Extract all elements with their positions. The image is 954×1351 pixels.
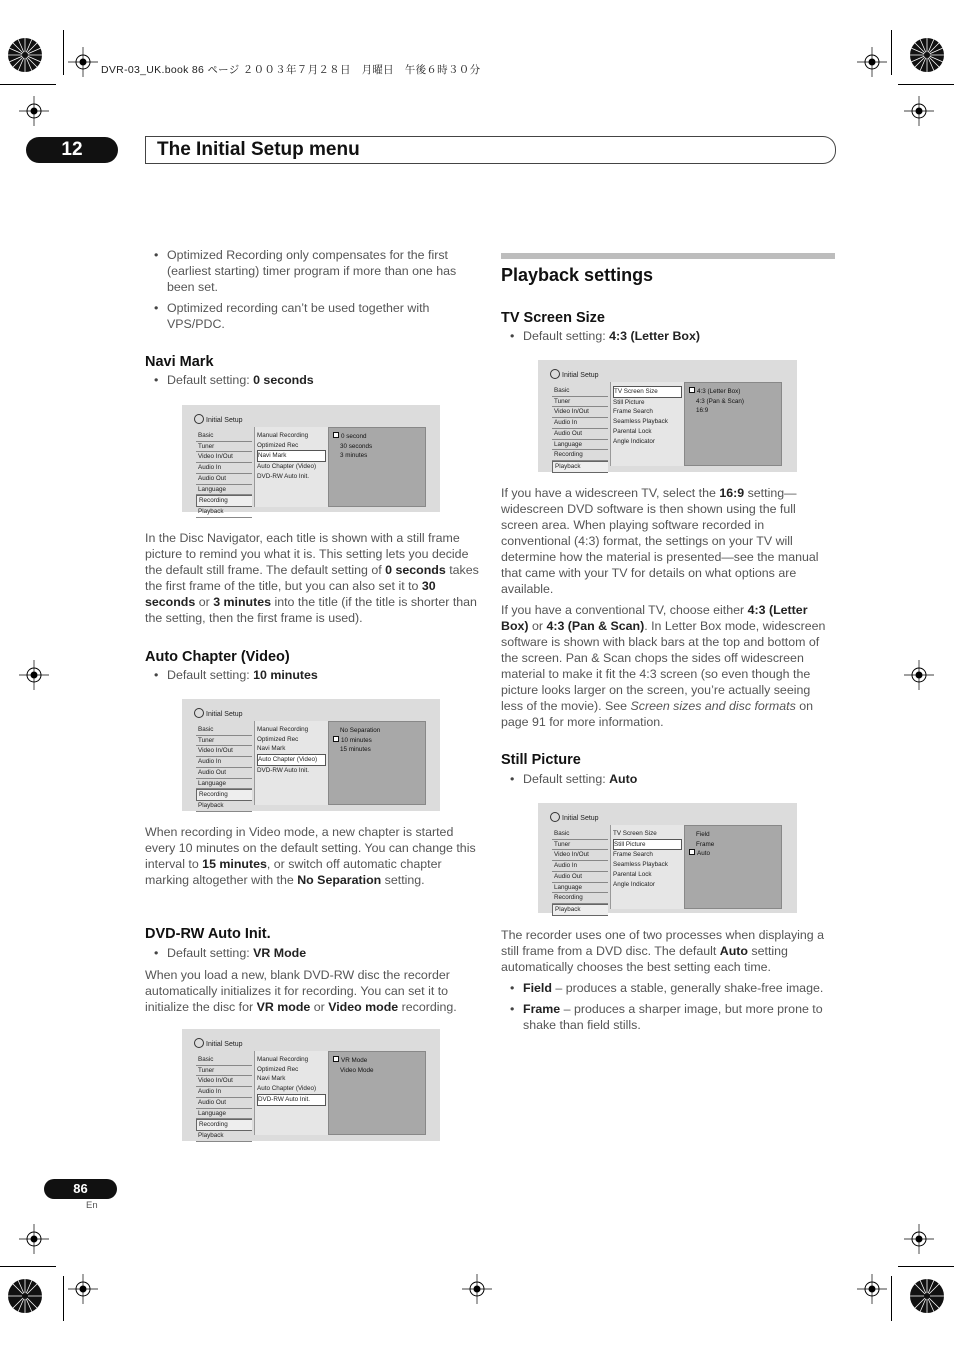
option[interactable]: 3 minutes [340, 452, 368, 460]
disc-icon [194, 1038, 204, 1048]
panel-title [194, 1038, 243, 1048]
text: setting automatically chooses the best setting each time. [501, 944, 788, 974]
registration-mark-top [68, 47, 98, 77]
auto-chapter-default [145, 667, 481, 688]
disc-icon [194, 708, 204, 718]
submenu-item[interactable]: TV Screen Size [613, 830, 657, 837]
heading-auto-chapter: Auto Chapter (Video) [145, 649, 290, 665]
option-selected[interactable] [689, 849, 777, 859]
checkbox-icon [333, 432, 339, 438]
registration-mark-bottom-left [68, 1274, 98, 1304]
chapter-title: The Initial Setup menu [157, 139, 360, 160]
bold-text: 3 minutes [213, 595, 272, 609]
setup-menu [196, 1055, 252, 1142]
menu-item[interactable]: Playback [196, 507, 252, 518]
bold-text: 4:3 (Letter Box) [501, 603, 808, 633]
disc-icon [550, 369, 560, 379]
setup-menu [196, 431, 252, 518]
default-label: Default setting: [167, 668, 254, 682]
tv-screen-default [501, 328, 835, 349]
heading-still-picture: Still Picture [501, 752, 581, 768]
submenu-item-selected[interactable]: TV Screen Size [613, 386, 682, 398]
submenu-item[interactable]: Manual Recording [257, 432, 309, 439]
menu-item[interactable]: Basic [196, 431, 252, 442]
default-value: 0 seconds [253, 373, 314, 387]
option[interactable]: 15 minutes [340, 746, 371, 754]
text: setting—widescreen DVD software is then shown using the full screen area. When playing software recorded in conventional (4:3) format, the settings on your TV will determine how the material is presented—see the manual that came with your TV for details on what options are available. [501, 486, 819, 596]
crop-line [898, 84, 954, 85]
checkbox-icon [333, 736, 339, 742]
crop-line [898, 1266, 954, 1267]
bold-text: Auto [719, 944, 748, 958]
text: When recording in Video mode, a new chapter is started every 10 minutes on the default setting. You can change this interval to [145, 825, 476, 871]
heading-tv-screen-size: TV Screen Size [501, 310, 605, 326]
option-label: Auto [697, 850, 710, 858]
text: recording. [398, 1000, 457, 1014]
menu-item[interactable]: Video In/Out [196, 452, 252, 463]
crop-line [0, 84, 56, 85]
menu-item[interactable]: Video In/Out [552, 407, 608, 418]
panel-title [550, 812, 599, 822]
menu-item[interactable]: Tuner [196, 736, 252, 747]
text: or [310, 1000, 329, 1014]
submenu-item[interactable]: Frame Search [613, 408, 653, 416]
submenu-item[interactable]: Navi Mark [257, 745, 286, 753]
page-language: En [86, 1200, 98, 1211]
text: If you have a widescreen TV, select the [501, 486, 720, 500]
menu-item[interactable]: Recording [552, 893, 608, 904]
default-value: Auto [609, 772, 638, 786]
option-selected[interactable] [689, 387, 777, 397]
menu-item[interactable]: Audio In [196, 1087, 252, 1098]
bold-text: 30 seconds [145, 579, 436, 609]
default-value: 4:3 (Letter Box) [609, 329, 700, 343]
option-label: 0 second [341, 433, 367, 440]
starburst-mark-bottom-left [7, 1278, 43, 1314]
bold-text: Frame [523, 1002, 561, 1016]
menu-item[interactable]: Basic [196, 725, 252, 736]
heading-dvdrw-auto-init: DVD-RW Auto Init. [145, 926, 271, 942]
submenu-item[interactable]: Parental Lock [613, 427, 652, 435]
heading-navi-mark: Navi Mark [145, 354, 214, 370]
options-list [328, 721, 426, 805]
screen-dvdrw-auto-init [182, 1029, 440, 1141]
submenu-item[interactable]: Manual Recording [257, 726, 309, 733]
menu-item[interactable]: Audio In [552, 861, 608, 872]
setup-menu [552, 829, 608, 916]
submenu-item[interactable]: Optimized Rec [257, 735, 299, 743]
menu-item[interactable]: Audio Out [196, 1098, 252, 1109]
menu-item[interactable]: Language [196, 1109, 252, 1120]
submenu [254, 427, 328, 507]
chapter-number: 12 [26, 137, 118, 163]
submenu [254, 1051, 328, 1135]
menu-item[interactable]: Language [196, 779, 252, 790]
menu-item[interactable]: Audio Out [196, 768, 252, 779]
menu-item[interactable]: Audio In [552, 418, 608, 429]
bold-text: Video mode [328, 1000, 399, 1014]
option[interactable]: 30 seconds [340, 442, 373, 450]
chapter-title-bar [145, 136, 836, 164]
option[interactable]: 16:9 [696, 407, 709, 415]
text: When you load a new, blank DVD-RW disc the recorder automatically initializes it for recording. You can set it to initialize the disc for [145, 968, 450, 1014]
bold-text: 0 seconds [385, 563, 446, 577]
still-picture-default [501, 771, 835, 792]
page-number: 86 [44, 1179, 117, 1199]
panel-title-text: Initial Setup [562, 815, 599, 822]
italic-text: Screen sizes and disc formats [630, 699, 796, 713]
submenu-item[interactable]: Still Picture [613, 398, 645, 406]
option[interactable]: Field [696, 831, 710, 838]
text: In the Disc Navigator, each title is shown with a still frame picture to remind you what it is. This setting lets you decide the default still frame. The default setting of [145, 531, 469, 577]
options-list [328, 1051, 426, 1135]
submenu-item[interactable]: DVD-RW Auto Init. [257, 766, 310, 774]
registration-mark-left-top [19, 96, 49, 126]
panel-title-text: Initial Setup [206, 417, 243, 424]
submenu-item[interactable]: Navi Mark [257, 1075, 286, 1083]
navi-mark-body [145, 530, 479, 631]
panel-title-text: Initial Setup [562, 372, 599, 379]
default-value: 10 minutes [253, 668, 318, 682]
options-list [684, 825, 782, 909]
bold-text: 15 minutes [202, 857, 267, 871]
navi-mark-default [145, 372, 481, 393]
menu-item[interactable]: Playback [196, 1131, 252, 1142]
screen-auto-chapter [182, 699, 440, 811]
crop-line [891, 30, 892, 75]
submenu-item-selected[interactable]: Navi Mark [257, 450, 326, 462]
disc-icon [550, 812, 560, 822]
panel-title [550, 369, 599, 379]
checkbox-icon [689, 387, 695, 393]
menu-item[interactable]: Audio In [196, 463, 252, 474]
option-selected[interactable] [333, 736, 421, 746]
submenu [610, 382, 684, 466]
text: If you have a conventional TV, choose either [501, 603, 748, 617]
registration-mark-bottom-right [857, 1274, 887, 1304]
still-picture-body [501, 927, 835, 1038]
default-label: Default setting: [523, 772, 610, 786]
submenu-item[interactable]: Frame Search [613, 851, 653, 859]
submenu-item[interactable]: Seamless Playback [613, 418, 668, 426]
option-selected[interactable] [333, 1056, 421, 1066]
menu-item[interactable]: Tuner [552, 840, 608, 851]
menu-item[interactable]: Basic [196, 1055, 252, 1066]
intro-bullets [145, 247, 481, 337]
option[interactable]: Frame [696, 840, 715, 848]
crop-line [63, 30, 64, 75]
menu-item[interactable]: Language [196, 485, 252, 496]
print-header: DVR-03_UK.book 86 ページ ２００３年７月２８日 月曜日 午後６時３０分 [101, 64, 481, 76]
submenu-item[interactable]: Optimized Rec [257, 1065, 299, 1073]
menu-item[interactable]: Audio Out [196, 474, 252, 485]
menu-item[interactable]: Playback [196, 801, 252, 812]
menu-item[interactable]: Tuner [196, 1066, 252, 1077]
panel-title [194, 708, 243, 718]
bullet-item: • Optimized recording can’t be used together with VPS/PDC. [145, 300, 481, 332]
option[interactable]: Video Mode [340, 1066, 374, 1074]
text: – produces a sharper image, but more prone to shake than field stills. [523, 1002, 823, 1032]
menu-item[interactable]: Language [552, 440, 608, 451]
option-label: 4:3 (Letter Box) [697, 388, 741, 395]
menu-item[interactable]: Video In/Out [196, 1076, 252, 1087]
registration-mark-left-middle [19, 660, 49, 690]
menu-item-selected[interactable]: Recording [196, 495, 252, 507]
default-label: Default setting: [167, 946, 254, 960]
registration-mark-right-top [904, 96, 934, 126]
bold-text: 4:3 (Pan & Scan) [546, 619, 645, 633]
menu-item-selected[interactable]: Playback [552, 461, 608, 473]
bold-text: 16:9 [719, 486, 745, 500]
bold-text: VR mode [256, 1000, 311, 1014]
registration-mark-left-bottom [19, 1224, 49, 1254]
menu-item[interactable]: Tuner [196, 442, 252, 453]
crop-line [0, 1266, 56, 1267]
starburst-mark-top-right [909, 37, 945, 73]
submenu-item-selected[interactable]: Auto Chapter (Video) [257, 754, 326, 766]
registration-mark-top-right [857, 47, 887, 77]
submenu-item[interactable]: Auto Chapter (Video) [257, 463, 317, 471]
registration-mark-bottom-center [462, 1274, 492, 1304]
submenu-item-selected[interactable]: Still Picture [613, 839, 682, 851]
starburst-mark-bottom-right [909, 1278, 945, 1314]
menu-item[interactable]: Recording [552, 450, 608, 461]
text: on page 91 for more information. [501, 699, 813, 729]
option[interactable]: No Separation [340, 727, 381, 734]
text: – produces a stable, generally shake-free image. [551, 981, 824, 995]
text: takes the first frame of the title, but you can also set it to [145, 563, 479, 593]
menu-item[interactable]: Basic [552, 829, 608, 840]
menu-item-selected[interactable]: Playback [552, 904, 608, 916]
starburst-mark-top-left [7, 37, 43, 73]
text: . In Letter Box mode, widescreen software is shown with black bars at the top and bottom of the screen. Pan & Scan chops the sides off widescreen material to make it fit the 4:3 screen (so even though the picture looks larger on the screen, you’re actually seeing less of the movie). See [501, 619, 826, 713]
field-bullet [501, 980, 835, 996]
submenu-item[interactable]: Angle Indicator [613, 437, 656, 445]
menu-item[interactable]: Language [552, 883, 608, 894]
checkbox-icon [333, 1056, 339, 1062]
text: or [528, 619, 547, 633]
options-list [328, 427, 426, 507]
section-rule [501, 253, 835, 259]
submenu [254, 721, 328, 805]
menu-item[interactable]: Basic [552, 386, 608, 397]
options-list [684, 382, 782, 466]
bold-text: No Separation [297, 873, 382, 887]
tv-screen-body [501, 485, 835, 735]
submenu-item-selected[interactable]: DVD-RW Auto Init. [257, 1094, 326, 1106]
panel-title-text: Initial Setup [206, 711, 243, 718]
screen-navi-mark [182, 405, 440, 515]
submenu-item[interactable]: Angle Indicator [613, 880, 656, 888]
screen-tv-screen-size [538, 360, 797, 472]
setup-menu [552, 386, 608, 473]
option-selected[interactable] [333, 432, 421, 442]
menu-item[interactable]: Video In/Out [196, 746, 252, 757]
frame-bullet [501, 1001, 835, 1033]
crop-line [891, 1276, 892, 1321]
option-label: VR Mode [341, 1057, 368, 1064]
submenu [610, 825, 684, 909]
option[interactable]: 4:3 (Pan & Scan) [696, 397, 744, 405]
default-label: Default setting: [167, 373, 254, 387]
disc-icon [194, 414, 204, 424]
checkbox-icon [689, 849, 695, 855]
menu-item-selected[interactable]: Recording [196, 789, 252, 801]
default-value: VR Mode [253, 946, 307, 960]
screen-still-picture [538, 803, 797, 913]
menu-item[interactable]: Audio Out [552, 872, 608, 883]
panel-title [194, 414, 243, 424]
setup-menu [196, 725, 252, 812]
registration-mark-right-bottom [904, 1224, 934, 1254]
text: setting. [381, 873, 425, 887]
menu-item[interactable]: Audio Out [552, 429, 608, 440]
submenu-item[interactable]: Optimized Rec [257, 441, 299, 449]
menu-item[interactable]: Tuner [552, 397, 608, 408]
text: into the title (if the title is shorter than the setting, then the first frame is used). [145, 595, 477, 625]
text: The recorder uses one of two processes when displaying a still frame from a DVD disc. The default [501, 928, 825, 958]
section-title-playback: Playback settings [501, 265, 654, 285]
crop-line [63, 1276, 64, 1321]
menu-item-selected[interactable]: Recording [196, 1119, 252, 1131]
registration-mark-right-middle [904, 660, 934, 690]
dvdrw-body [145, 967, 481, 1020]
menu-item[interactable]: Audio In [196, 757, 252, 768]
auto-chapter-body [145, 824, 479, 893]
default-label: Default setting: [523, 329, 610, 343]
dvdrw-default [145, 945, 481, 966]
submenu-item[interactable]: DVD-RW Auto Init. [257, 472, 310, 480]
panel-title-text: Initial Setup [206, 1041, 243, 1048]
bullet-item: • Optimized Recording only compensates for the first (earliest starting) timer program if more than one has been set. [145, 247, 481, 295]
text: , or switch off automatic chapter marking altogether with the [145, 857, 442, 887]
option-label: 10 minutes [341, 736, 372, 744]
submenu-item[interactable]: Seamless Playback [613, 861, 668, 869]
submenu-item[interactable]: Auto Chapter (Video) [257, 1085, 317, 1093]
bold-text: Field [523, 981, 552, 995]
menu-item[interactable]: Video In/Out [552, 850, 608, 861]
text: or [195, 595, 214, 609]
submenu-item[interactable]: Parental Lock [613, 870, 652, 878]
submenu-item[interactable]: Manual Recording [257, 1056, 309, 1063]
